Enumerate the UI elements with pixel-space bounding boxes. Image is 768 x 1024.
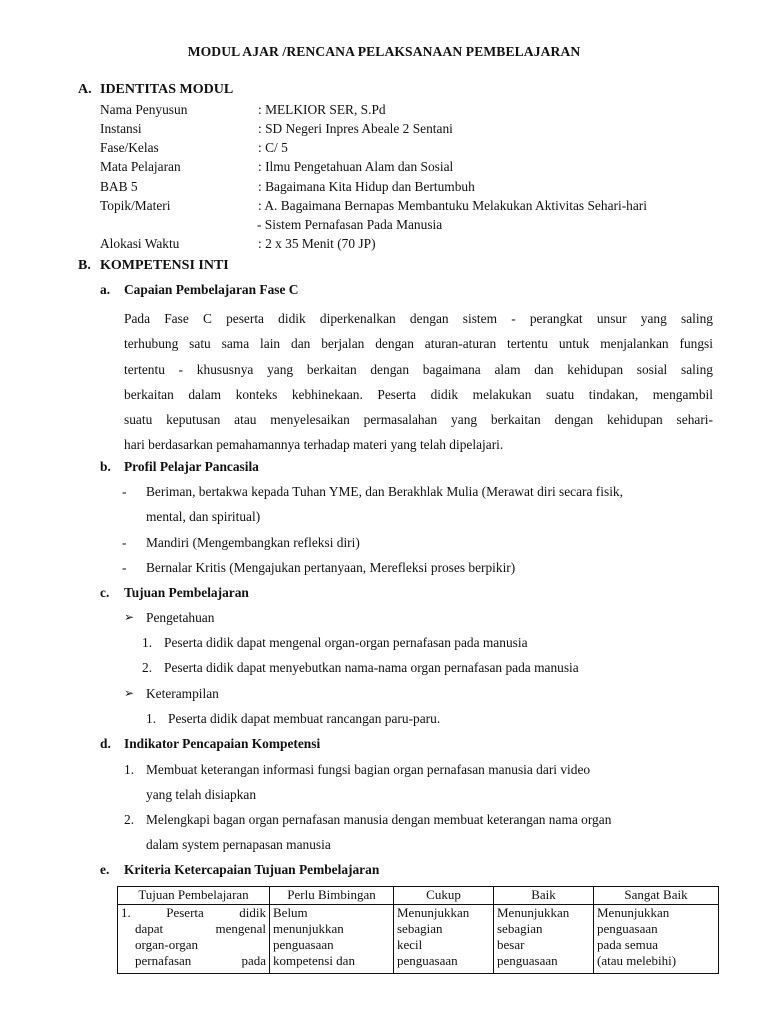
subsection-b-heading: b. Profil Pelajar Pancasila (100, 459, 259, 474)
table-cell: Menunjukkan sebagian kecil penguasaan (394, 905, 494, 974)
page-title: MODUL AJAR /RENCANA PELAKSANAAN PEMBELAJARAN (187, 44, 581, 59)
section-b-heading: B. KOMPETENSI INTI (78, 258, 229, 273)
table-cell: Menunjukkan sebagian besar penguasaan (494, 905, 594, 974)
table-cell: Menunjukkan penguasaan pada semua (atau melebihi) (594, 905, 719, 974)
capaian-paragraph: Pada Fase C peserta didik diperkenalkan dengan sistem - perangkat unsur yang saling terhubung satu sama lain dan berjalan dengan aturan-aturan tertentu untuk menjalankan fungsi tertentu - khususnya yang berkaitan dengan bagaimana alam dan kehidupan sosial saling berkaitan dalam konteks kebhinekaan. Peserta didik melakukan suatu tindakan, mengambil suatu keputusan atau menyelesaikan permasalahan yang berkaitan dengan kehidupan sehari- hari berdasarkan pemahamannya terhadap materi yang telah dipelajari. (124, 311, 713, 453)
kriteria-table (117, 886, 719, 974)
arrow-bullet-icon: ➢ (124, 686, 135, 700)
list-item-continuation: mental, dan spiritual) (146, 509, 261, 524)
table-header: Perlu Bimbingan (270, 887, 394, 905)
table-header: Sangat Baik (594, 887, 719, 905)
topik-subitem: - Sistem Pernafasan Pada Manusia (257, 217, 443, 232)
subsection-e-heading: e. Kriteria Ketercapaian Tujuan Pembelajaran (100, 862, 380, 877)
table-header: Baik (494, 887, 594, 905)
table-cell: Belum menunjukkan penguasaan kompetensi dan (270, 905, 394, 974)
table-header-row (118, 887, 719, 905)
subsection-c-heading: c. Tujuan Pembelajaran (100, 585, 249, 600)
table-header: Tujuan Pembelajaran (118, 887, 270, 905)
subsection-a-heading: a. Capaian Pembelajaran Fase C (100, 282, 299, 297)
arrow-bullet-icon: ➢ (124, 610, 135, 624)
table-header: Cukup (394, 887, 494, 905)
table-cell: 1. Peserta didik dapat mengenal organ-organ pernafasan pada (118, 905, 270, 974)
subsection-d-heading: d. Indikator Pencapaian Kompetensi (100, 736, 321, 751)
table-row (118, 905, 719, 974)
section-a-heading: A. IDENTITAS MODUL (78, 82, 234, 97)
